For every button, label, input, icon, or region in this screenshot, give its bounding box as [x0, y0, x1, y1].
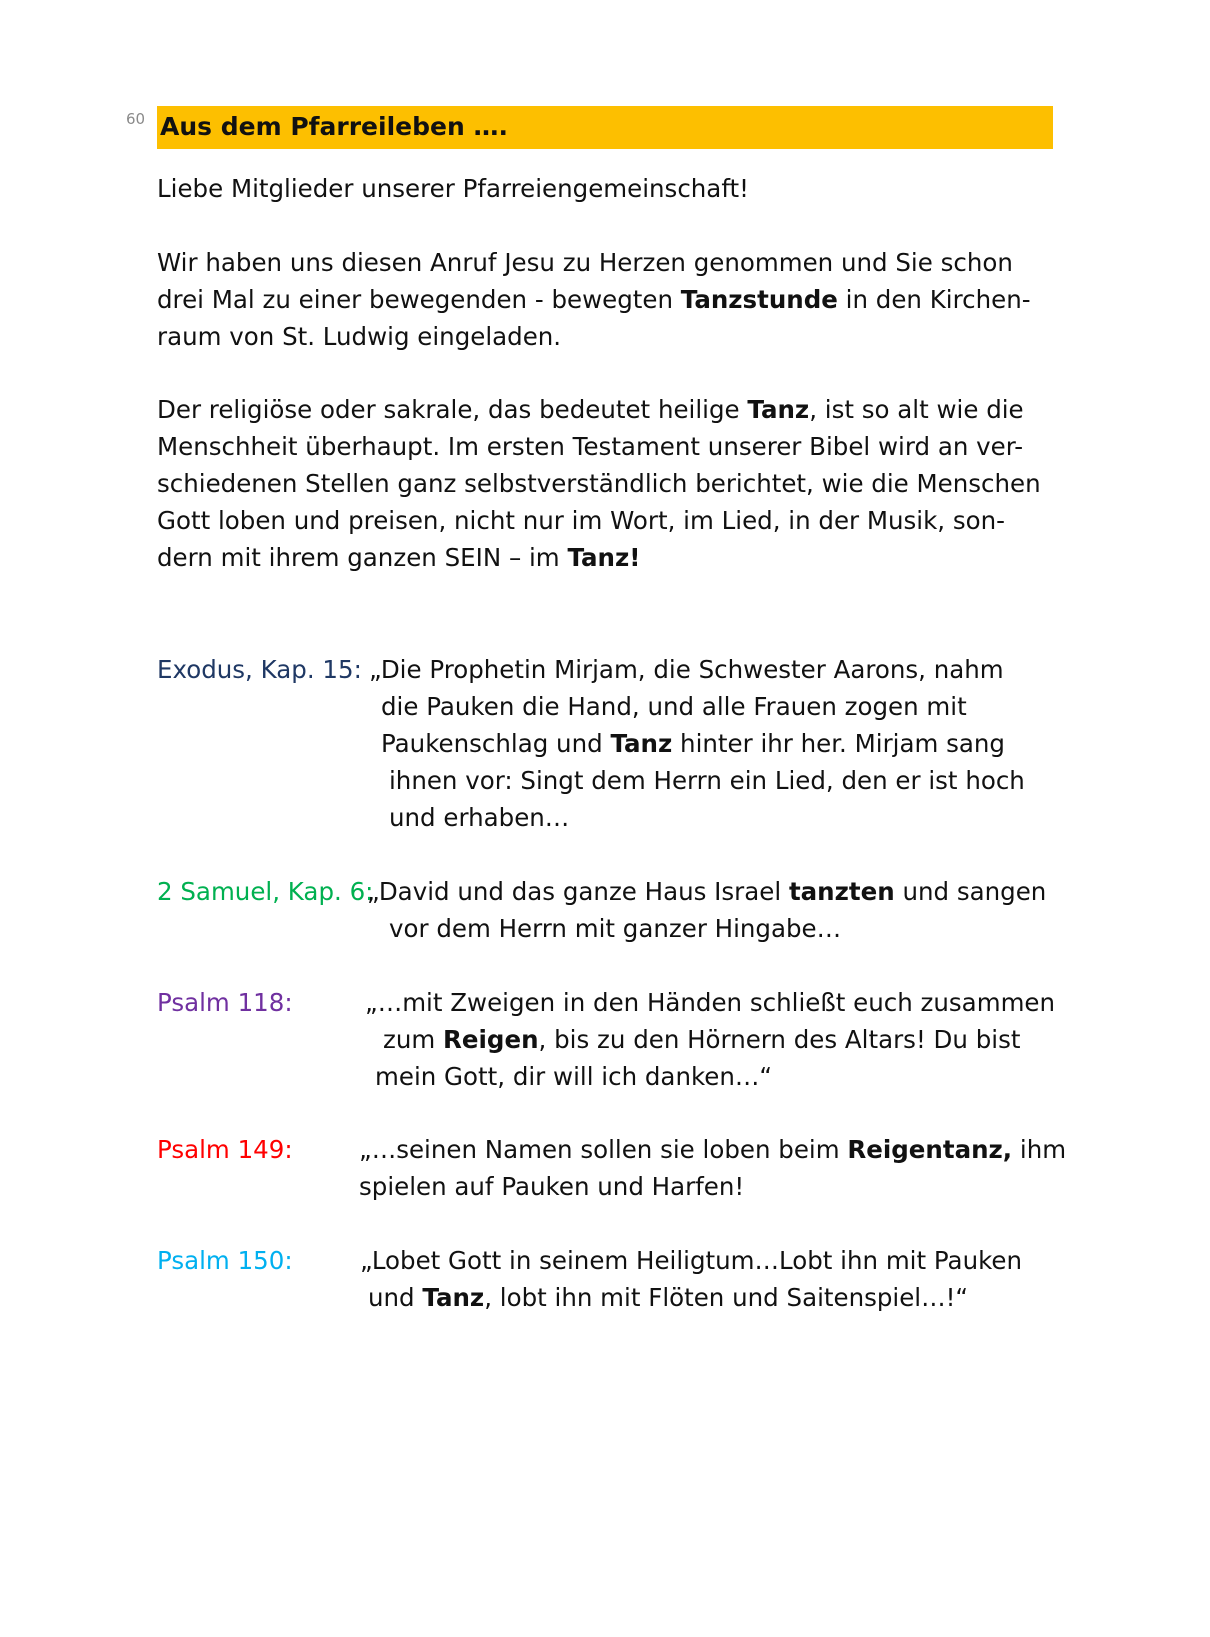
text-line — [359, 1131, 1066, 1168]
section-title: Aus dem Pfarreileben …. — [160, 112, 508, 141]
text-line: Wir haben uns diesen Anruf Jesu zu Herzen genommen und Sie schon — [157, 248, 1013, 277]
text-line: Gott loben und preisen, nicht nur im Wort, im Lied, in der Musik, son- — [157, 506, 1006, 535]
bold-word: Tanz — [422, 1283, 485, 1312]
text-line — [383, 1021, 1055, 1058]
greeting — [157, 170, 1057, 207]
text-span: ihm — [1012, 1135, 1067, 1164]
text-line: ihnen vor: Singt dem Herrn ein Lied, den er ist hoch — [389, 766, 1025, 795]
text-span: hinter ihr her. Mirjam sang — [672, 729, 1005, 758]
bold-word: Tanz — [610, 729, 673, 758]
text-span: „David und das ganze Haus Israel — [367, 877, 789, 906]
bold-word: Tanzstunde — [680, 285, 838, 314]
text-span: , lobt ihn mit Flöten und Saitenspiel…!“ — [484, 1283, 969, 1312]
text-span: in den Kirchen- — [837, 285, 1031, 314]
text-line: Menschheit überhaupt. Im ersten Testament unserer Bibel wird an ver- — [157, 432, 1024, 461]
text-line: die Pauken die Hand, und alle Frauen zogen mit — [381, 692, 967, 721]
text-span: Der religiöse oder sakrale, das bedeutet heilige — [157, 395, 748, 424]
text-span: „…seinen Namen sollen sie loben beim — [359, 1135, 848, 1164]
quote-text — [360, 1242, 1022, 1316]
text-line — [367, 873, 1046, 910]
text-line: „…mit Zweigen in den Händen schließt euch zusammen — [365, 988, 1056, 1017]
quote-reference: Psalm 118: — [157, 988, 293, 1017]
bold-word: Reigentanz, — [847, 1135, 1013, 1164]
text-span: , ist so alt wie die — [809, 395, 1024, 424]
quote-text — [359, 1131, 1066, 1205]
text-span: dern mit ihrem ganzen SEIN – im — [157, 543, 568, 572]
bold-word: Reigen — [443, 1025, 539, 1054]
quote-reference: 2 Samuel, Kap. 6: — [157, 877, 374, 906]
bold-word: Tanz! — [567, 543, 641, 572]
text-line — [157, 281, 1057, 318]
text-line — [368, 1279, 1022, 1316]
bold-word: Tanz — [747, 395, 810, 424]
quote-text — [369, 651, 1025, 836]
dance-paragraph — [157, 391, 1057, 576]
text-line: „Die Prophetin Mirjam, die Schwester Aarons, nahm — [369, 655, 1004, 684]
quote-reference: Exodus, Kap. 15: — [157, 655, 362, 684]
section-header-bar — [157, 106, 1053, 149]
quote-text — [367, 873, 1046, 947]
greeting-text: Liebe Mitglieder unserer Pfarreiengemeinschaft! — [157, 174, 749, 203]
text-line — [381, 725, 1025, 762]
page-number: 60 — [126, 110, 146, 128]
intro-paragraph — [157, 244, 1057, 355]
text-span: drei Mal zu einer bewegenden - bewegten — [157, 285, 681, 314]
text-span: zum — [383, 1025, 444, 1054]
bold-word: tanzten — [788, 877, 895, 906]
quote-text — [365, 984, 1055, 1095]
text-line: „Lobet Gott in seinem Heiligtum…Lobt ihn mit Pauken — [360, 1246, 1023, 1275]
text-line: vor dem Herrn mit ganzer Hingabe… — [389, 914, 842, 943]
text-line — [157, 539, 1057, 576]
text-line: schiedenen Stellen ganz selbstverständlich berichtet, wie die Menschen — [157, 469, 1041, 498]
text-line: raum von St. Ludwig eingeladen. — [157, 322, 562, 351]
text-line: mein Gott, dir will ich danken…“ — [375, 1062, 773, 1091]
text-line: spielen auf Pauken und Harfen! — [359, 1172, 745, 1201]
quote-reference: Psalm 149: — [157, 1135, 293, 1164]
text-span: und sangen — [894, 877, 1047, 906]
text-span: und — [368, 1283, 423, 1312]
quote-reference: Psalm 150: — [157, 1246, 293, 1275]
text-span: Paukenschlag und — [381, 729, 611, 758]
text-line — [157, 391, 1057, 428]
text-line: und erhaben… — [389, 803, 570, 832]
text-span: , bis zu den Hörnern des Altars! Du bist — [538, 1025, 1021, 1054]
